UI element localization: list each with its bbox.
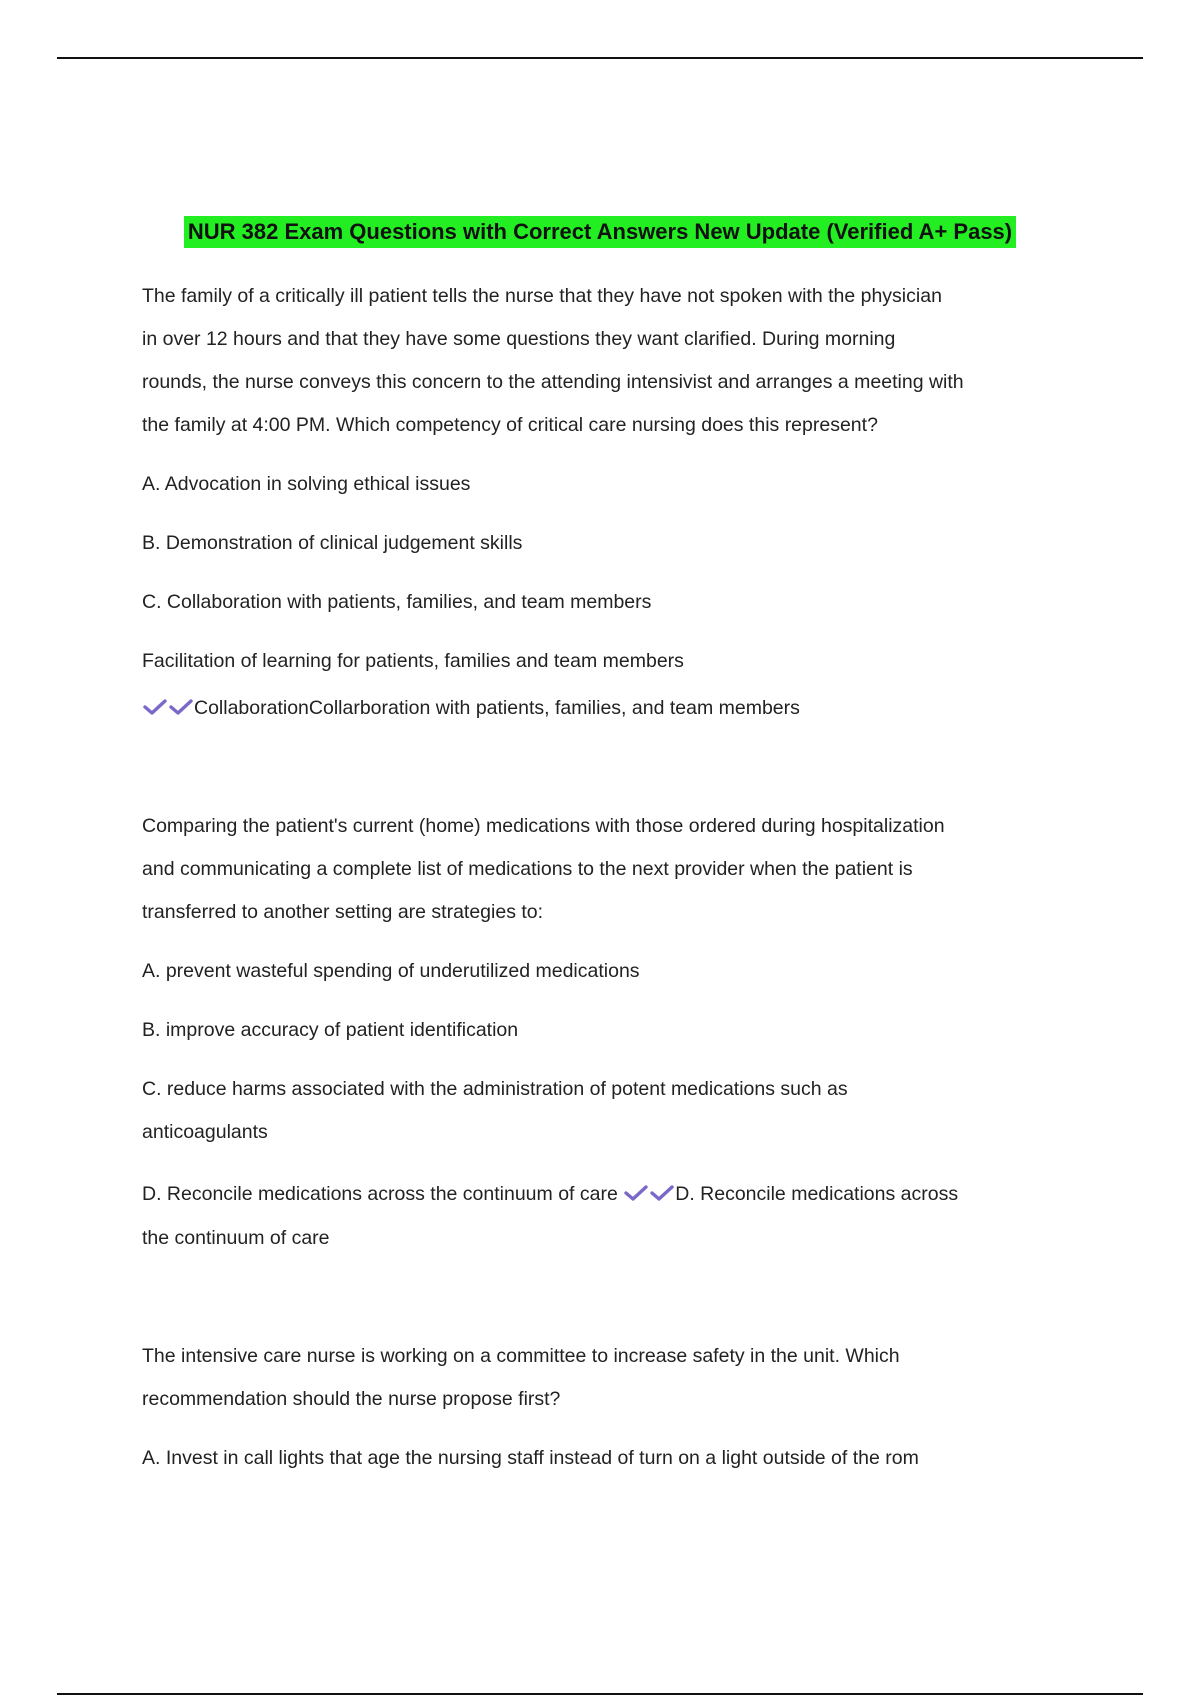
q2-answer-cont: the continuum of care [142, 1227, 330, 1249]
q2-answer-text: D. Reconcile medications across [675, 1183, 959, 1205]
q1-stem-line-2: in over 12 hours and that they have some questions they want clarified. During morning [142, 328, 896, 350]
q1-option-d: Facilitation of learning for patients, families and team members [142, 650, 684, 672]
q1-answer-line [142, 695, 800, 721]
q1-option-c: C. Collaboration with patients, families, and team members [142, 591, 652, 613]
title-block [0, 216, 1200, 248]
q2-option-c-cont: anticoagulants [142, 1121, 268, 1143]
q2-option-c: C. reduce harms associated with the administration of potent medications such as [142, 1078, 848, 1100]
q1-stem-line-3: rounds, the nurse conveys this concern to the attending intensivist and arranges a meeting with [142, 371, 964, 393]
q2-stem-line-3: transferred to another setting are strategies to: [142, 901, 544, 923]
bottom-rule [57, 1693, 1143, 1695]
q1-stem-line-1: The family of a critically ill patient tells the nurse that they have not spoken with the physician [142, 285, 942, 307]
q3-stem-line-1: The intensive care nurse is working on a committee to increase safety in the unit. Which [142, 1345, 900, 1367]
checkmark-icon [649, 1183, 675, 1203]
q3-option-a: A. Invest in call lights that age the nursing staff instead of turn on a light outside of the rom [142, 1447, 919, 1469]
checkmark-icon [168, 697, 194, 717]
q2-option-d-answer [142, 1181, 958, 1207]
top-rule [57, 57, 1143, 59]
q1-answer-text: CollaborationCollarboration with patients, families, and team members [194, 697, 800, 719]
checkmark-icon [623, 1183, 649, 1203]
q2-option-d: D. Reconcile medications across the continuum of care [142, 1183, 618, 1205]
q2-stem-line-2: and communicating a complete list of medications to the next provider when the patient is [142, 858, 913, 880]
q1-stem-line-4: the family at 4:00 PM. Which competency of critical care nursing does this represent? [142, 414, 878, 436]
q1-option-b: B. Demonstration of clinical judgement skills [142, 532, 523, 554]
q2-option-b: B. improve accuracy of patient identification [142, 1019, 519, 1041]
q2-stem-line-1: Comparing the patient's current (home) medications with those ordered during hospitalization [142, 815, 945, 837]
q2-option-a: A. prevent wasteful spending of underutilized medications [142, 960, 640, 982]
checkmark-icon [142, 697, 168, 717]
q3-stem-line-2: recommendation should the nurse propose first? [142, 1388, 561, 1410]
document-title: NUR 382 Exam Questions with Correct Answers New Update (Verified A+ Pass) [184, 216, 1016, 248]
q1-option-a: A. Advocation in solving ethical issues [142, 473, 471, 495]
